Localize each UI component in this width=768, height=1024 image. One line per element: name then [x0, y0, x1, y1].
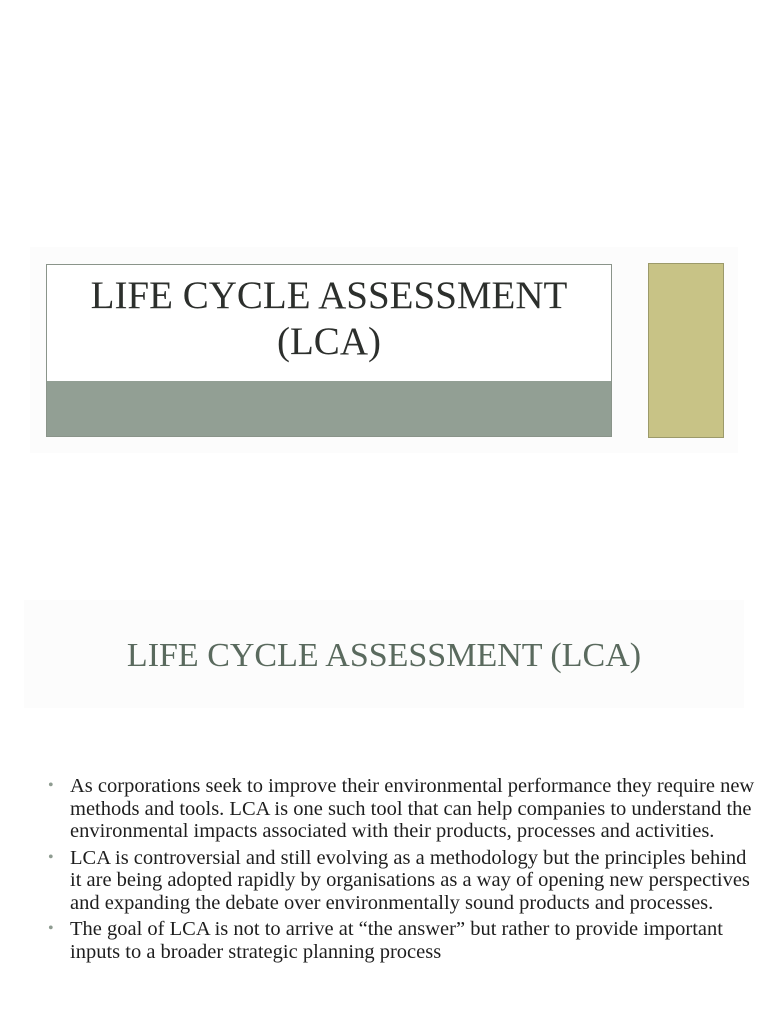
bullet-item	[44, 775, 760, 843]
bullet-item	[44, 847, 760, 915]
bullet-icon: •	[48, 848, 54, 866]
accent-block	[648, 263, 724, 438]
bullet-text: The goal of LCA is not to arrive at “the answer” but rather to provide important inputs to a broader strategic planning process	[70, 918, 723, 963]
content-heading: LIFE CYCLE ASSESSMENT (LCA)	[126, 637, 642, 674]
bullet-icon: •	[48, 777, 54, 794]
content-heading-area	[24, 600, 744, 708]
title-band	[47, 381, 611, 436]
bullet-icon: •	[48, 920, 54, 937]
title-box	[46, 264, 612, 437]
bullet-text: As corporations seek to improve their environmental performance they require new methods and tools. LCA is one such tool that can help companies to understand the environmental impacts associated with their products, processes and activities.	[70, 775, 755, 842]
slide-title: LIFE CYCLE ASSESSMENT (LCA)	[90, 274, 568, 363]
bullet-list	[44, 775, 760, 967]
bullet-text: LCA is controversial and still evolving as a methodology but the principles behind it are being adopted rapidly by organisations as a way of opening new perspectives and expanding the debate over environmentally sound products and processes.	[70, 846, 750, 914]
bullet-item	[44, 918, 760, 963]
